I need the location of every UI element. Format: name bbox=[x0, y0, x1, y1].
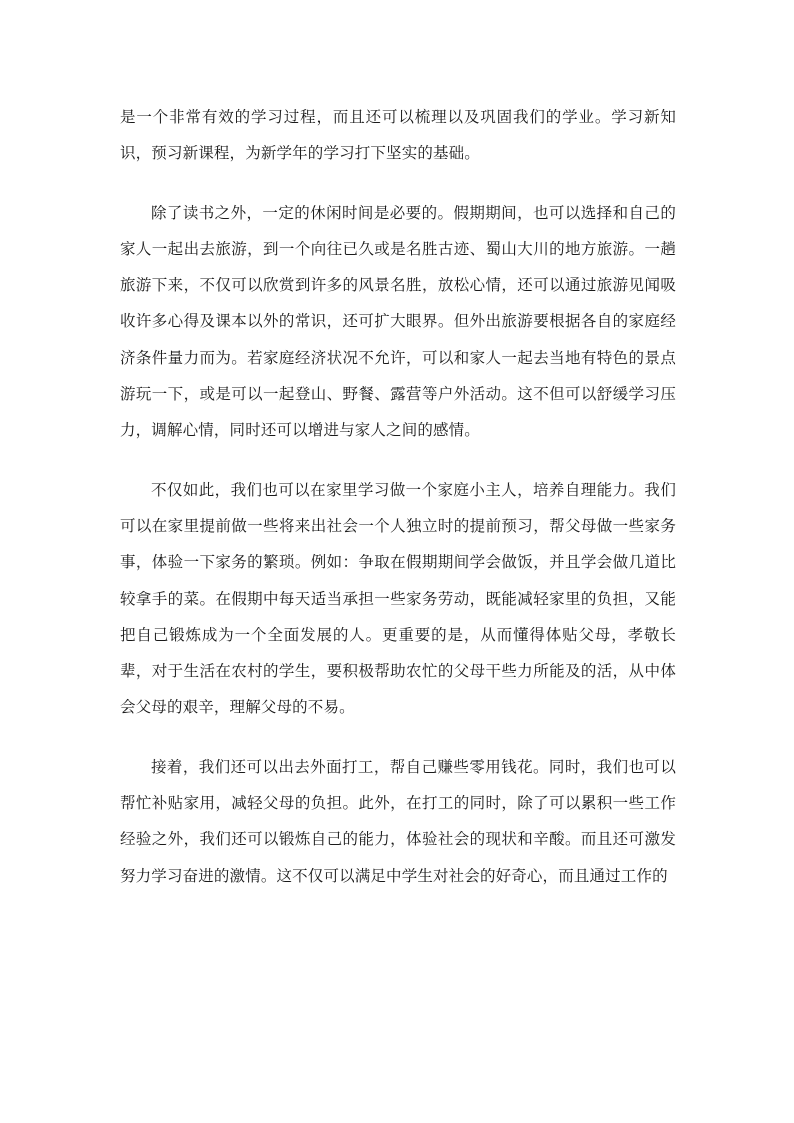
paragraph-part-time-work: 接着，我们还可以出去外面打工，帮自己赚些零用钱花。同时，我们也可以帮忙补贴家用，减轻父母的负担。此外，在打工的同时，除了可以累积一些工作经验之外，我们还可以锻炼自己的能力，体验社会的现状和辛酸。而且还可激发努力学习奋进的激情。这不仅可以满足中学生对社会的好奇心，而且通过工作的 bbox=[120, 757, 676, 885]
paragraph-household-chores: 不仅如此，我们也可以在家里学习做一个家庭小主人，培养自理能力。我们可以在家里提前做一些将来出社会一个人独立时的提前预习，帮父母做一些家务事，体验一下家务的繁琐。例如：争取在假期期间学会做饭，并且学会做几道比较拿手的菜。在假期中每天适当承担一些家务劳动，既能减轻家里的负担，又能把自己锻炼成为一个全面发展的人。更重要的是，从而懂得体贴父母，孝敬长辈，对于生活在农村的学生，要积极帮助农忙的父母干些力所能及的活，从中体会父母的艰辛，理解父母的不易。 bbox=[120, 480, 676, 717]
document-body bbox=[120, 99, 676, 894]
paragraph-continued: 是一个非常有效的学习过程，而且还可以梳理以及巩固我们的学业。学习新知识，预习新课程，为新学年的学习打下坚实的基础。 bbox=[120, 108, 676, 163]
paragraph-leisure-travel: 除了读书之外，一定的休闲时间是必要的。假期期间，也可以选择和自己的家人一起出去旅游，到一个向往已久或是名胜古迹、蜀山大川的地方旅游。一趟旅游下来，不仅可以欣赏到许多的风景名胜，放松心情，还可以通过旅游见闻吸收许多心得及课本以外的常识，还可扩大眼界。但外出旅游要根据各自的家庭经济条件量力而为。若家庭经济状况不允许，可以和家人一起去当地有特色的景点游玩一下，或是可以一起登山、野餐、露营等户外活动。这不但可以舒缓学习压力，调解心情，同时还可以增进与家人之间的感情。 bbox=[120, 203, 676, 440]
